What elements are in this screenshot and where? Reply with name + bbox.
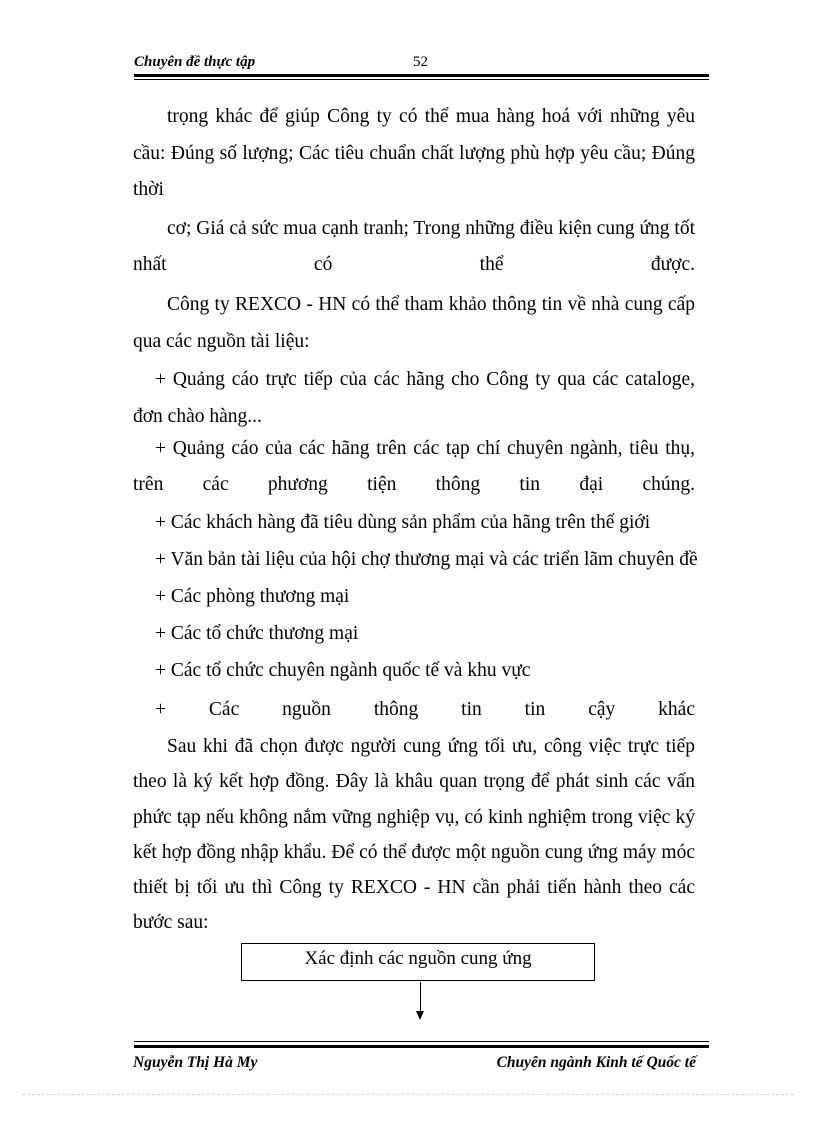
list-item: + Các tổ chức thương mại (155, 623, 359, 644)
paragraph-line: Sau khi đã chọn được người cung ứng tối ưu, công việc trực tiếp (167, 736, 695, 757)
paragraph-line: thiết bị tối ưu thì Công ty REXCO - HN cần phải tiến hành theo các (133, 877, 695, 898)
list-item: + Các khách hàng đã tiêu dùng sản phẩm của hãng trên thế giới (155, 512, 651, 533)
paragraph-line: trọng khác để giúp Công ty có thể mua hàng hoá với những yêu (167, 106, 695, 127)
list-item-continuation: trên các phương tiện thông tin đại chúng. (133, 474, 695, 495)
arrow-down-icon (416, 1011, 424, 1020)
list-item: + Các phòng thương mại (155, 586, 350, 607)
paragraph-line: bước sau: (133, 912, 209, 933)
list-item: + Các nguồn thông tin tin cậy khác (155, 699, 695, 720)
header-title: Chuyên đề thực tập (134, 54, 256, 70)
footer-major: Chuyên ngành Kinh tế Quốc tế (496, 1054, 696, 1071)
paragraph-line: theo là ký kết hợp đồng. Đây là khâu quan trọng để phát sinh các vấn (133, 771, 695, 792)
paragraph-line: phức tạp nếu không nắm vững nghiệp vụ, có kinh nghiệm trong việc ký (133, 807, 695, 828)
list-item: + Quảng cáo của các hãng trên các tạp chí chuyên ngành, tiêu thụ, (155, 438, 695, 459)
flowchart-step-box: Xác định các nguồn cung ứng (241, 943, 595, 981)
flowchart-arrow-line (420, 982, 421, 1012)
paragraph-line: thời (133, 179, 164, 200)
paragraph-line: cầu: Đúng số lượng; Các tiêu chuẩn chất lượng phù hợp yêu cầu; Đúng (133, 143, 695, 164)
header-rule-thin (134, 79, 709, 80)
list-item-continuation: đơn chào hàng... (133, 406, 262, 427)
paragraph-line: nhất có thể được. (133, 254, 695, 275)
footer-author: Nguyễn Thị Hà My (133, 1054, 258, 1071)
footer-rule-thick (134, 1045, 709, 1048)
footer-rule-thin (134, 1041, 709, 1042)
page-number: 52 (413, 54, 428, 70)
header-rule-thick (134, 74, 709, 77)
list-item: + Quảng cáo trực tiếp của các hãng cho Công ty qua các cataloge, (155, 369, 695, 390)
paragraph-line: Công ty REXCO - HN có thể tham khảo thông tin về nhà cung cấp (167, 294, 695, 315)
paragraph-line: kết hợp đồng nhập khẩu. Để có thể được một nguồn cung ứng máy móc (133, 842, 695, 863)
paragraph-line: qua các nguồn tài liệu: (133, 331, 310, 352)
page-header (134, 52, 709, 72)
list-item: + Các tổ chức chuyên ngành quốc tế và khu vực (155, 660, 531, 681)
page-edge-divider (22, 1094, 794, 1095)
list-item: + Văn bản tài liệu của hội chợ thương mại và các triển lãm chuyên đề (155, 549, 698, 570)
paragraph-line: cơ; Giá cả sức mua cạnh tranh; Trong những điều kiện cung ứng tốt (167, 218, 695, 239)
